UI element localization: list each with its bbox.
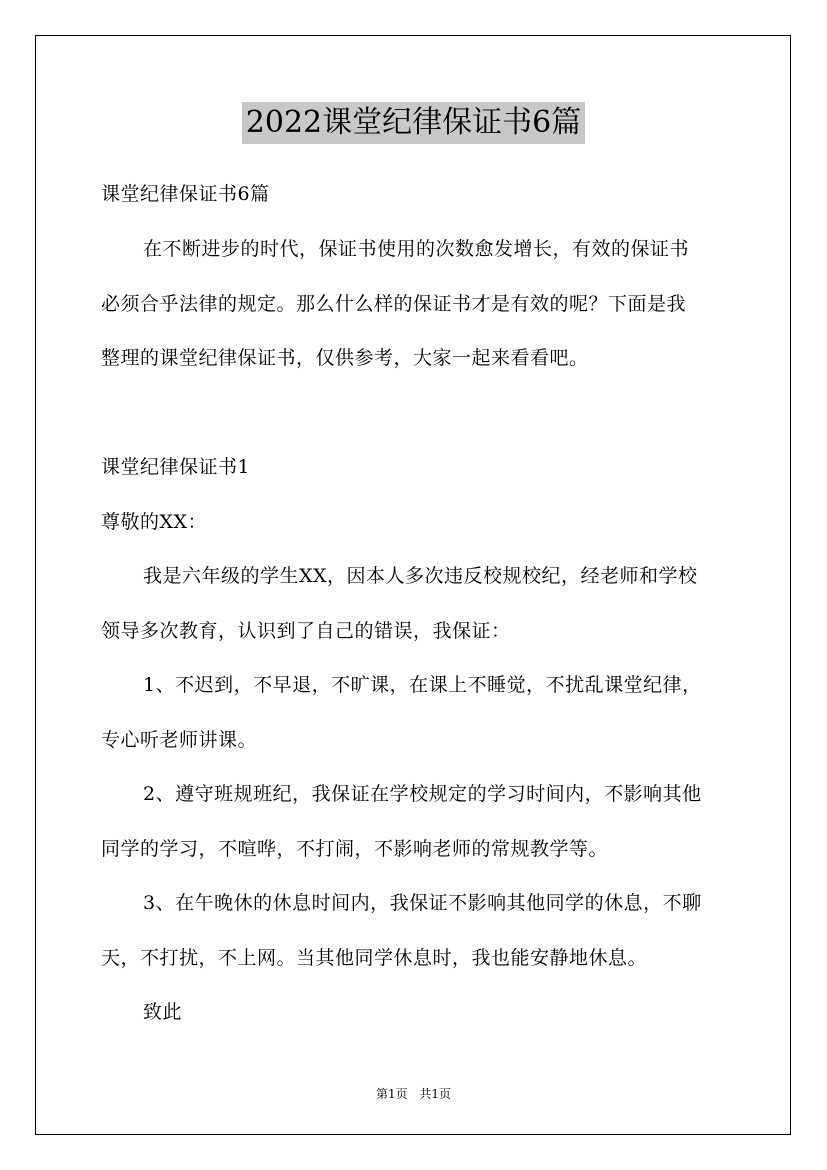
section-heading: 课堂纪律保证书1	[101, 456, 251, 478]
page-number: 第1页	[375, 1087, 408, 1101]
page-footer	[0, 1085, 827, 1102]
document-title: 2022课堂纪律保证书6篇	[242, 102, 585, 144]
body-line-7: 3、在午晚休的休息时间内，我保证不影响其他同学的休息，不聊	[143, 892, 702, 914]
closing: 致此	[143, 1001, 183, 1023]
page-total: 共1页	[419, 1087, 452, 1101]
intro-line-1: 在不断进步的时代，保证书使用的次数愈发增长，有效的保证书	[143, 238, 690, 260]
body-line-6: 同学的学习，不喧哗，不打闹，不影响老师的常规教学等。	[101, 838, 609, 860]
body-line-4: 专心听老师讲课。	[101, 729, 258, 751]
intro-line-2: 必须合乎法律的规定。那么什么样的保证书才是有效的呢？下面是我	[101, 293, 687, 315]
body-line-8: 天，不打扰，不上网。当其他同学休息时，我也能安静地休息。	[101, 947, 648, 969]
title-container	[0, 102, 827, 144]
body-line-2: 领导多次教育，认识到了自己的错误，我保证：	[101, 620, 511, 642]
intro-line-3: 整理的课堂纪律保证书，仅供参考，大家一起来看看吧。	[101, 347, 589, 369]
body-line-1: 我是六年级的学生XX，因本人多次违反校规校纪，经老师和学校	[143, 565, 698, 587]
body-line-5: 2、遵守班规班纪，我保证在学校规定的学习时间内，不影响其他	[143, 783, 702, 805]
salutation: 尊敬的XX：	[101, 511, 208, 533]
subtitle: 课堂纪律保证书6篇	[101, 183, 270, 205]
body-line-3: 1、不迟到，不早退，不旷课，在课上不睡觉，不扰乱课堂纪律，	[143, 674, 702, 696]
